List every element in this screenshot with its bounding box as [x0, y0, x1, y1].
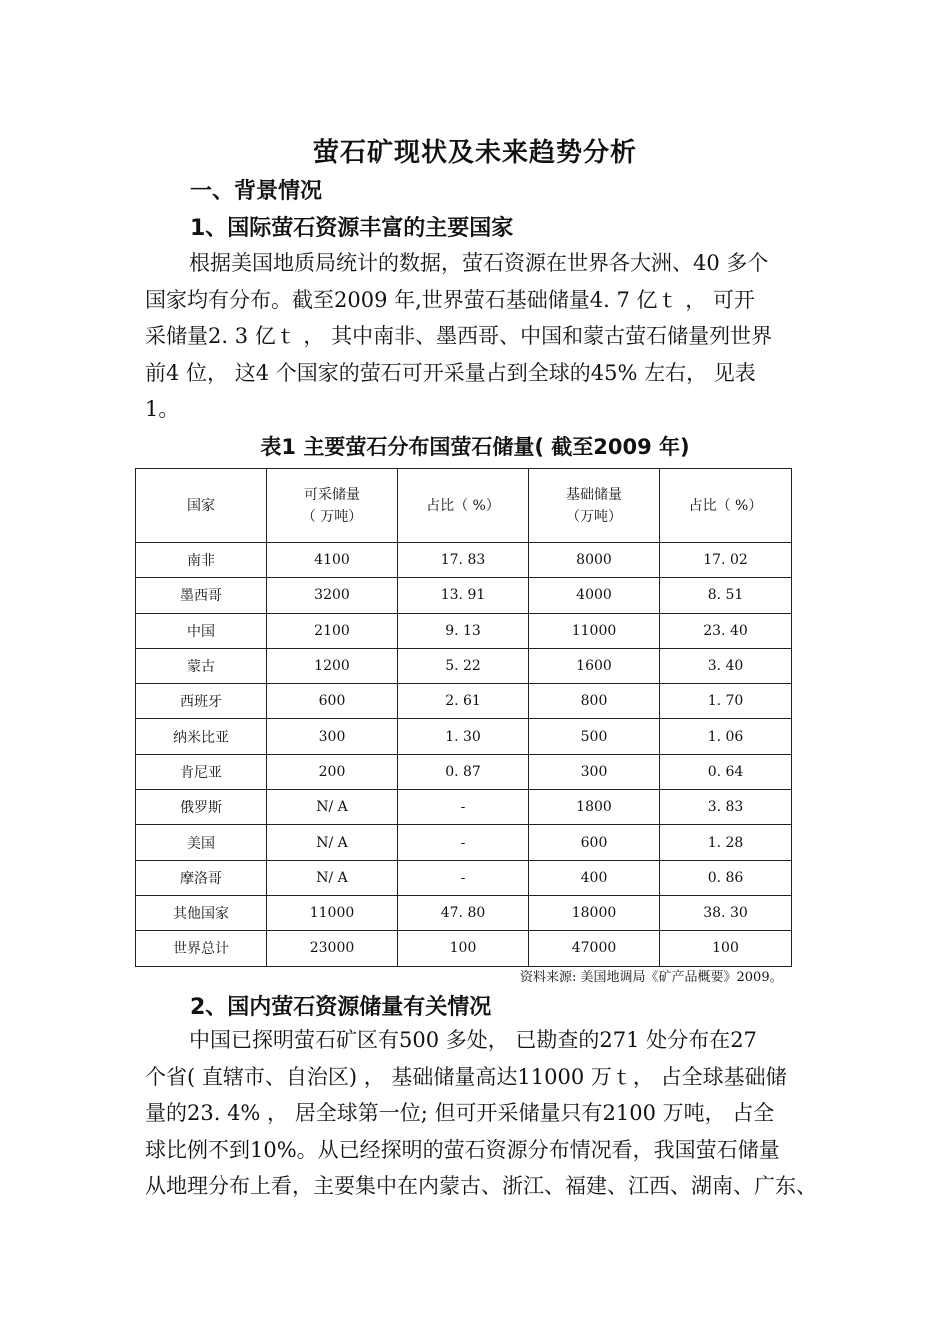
- cell-base-reserve: 18000: [529, 895, 660, 930]
- table-row: [136, 860, 792, 895]
- paragraph-line: 1。: [145, 397, 180, 421]
- cell-share-base: 1. 06: [660, 719, 792, 754]
- cell-share-base: 23. 40: [660, 613, 792, 648]
- cell-base-reserve: 800: [529, 684, 660, 719]
- cell-base-reserve: 47000: [529, 931, 660, 966]
- paragraph-line: 前4 位， 这4 个国家的萤石可开采量占到全球的45% 左右， 见表: [145, 360, 756, 385]
- table-header-row: [136, 469, 792, 543]
- paragraph-line: 国家均有分布。截至2009 年,世界萤石基础储量4. 7 亿ｔ ， 可开: [145, 287, 755, 312]
- cell-country: 俄罗斯: [136, 790, 267, 825]
- cell-base-reserve: 1600: [529, 648, 660, 683]
- cell-country: 摩洛哥: [136, 860, 267, 895]
- cell-share-base: 0. 64: [660, 754, 792, 789]
- header-share-base-text: 占比（ %）: [688, 497, 763, 514]
- header-country: [136, 469, 267, 543]
- table-row: [136, 684, 792, 719]
- paragraph-line: 量的23. 4% ， 居全球第一位; 但可开采储量只有2100 万吨， 占全: [145, 1101, 775, 1125]
- header-base-reserve: [529, 469, 660, 543]
- subheading-domestic: 2、国内萤石资源储量有关情况: [190, 995, 492, 1020]
- cell-base-reserve: 500: [529, 719, 660, 754]
- cell-recoverable: 300: [267, 719, 398, 754]
- header-share-recoverable: [398, 469, 529, 543]
- cell-share-recoverable: -: [398, 790, 529, 825]
- cell-share-base: 1. 28: [660, 825, 792, 860]
- cell-base-reserve: 400: [529, 860, 660, 895]
- table-row: [136, 543, 792, 578]
- header-recoverable-text: 可采储量 （ 万吨）: [301, 486, 363, 525]
- cell-recoverable: 23000: [267, 931, 398, 966]
- cell-base-reserve: 11000: [529, 613, 660, 648]
- cell-recoverable: 2100: [267, 613, 398, 648]
- cell-share-base: 17. 02: [660, 543, 792, 578]
- document-title: 萤石矿现状及未来趋势分析: [312, 138, 637, 168]
- cell-recoverable: N/ A: [267, 860, 398, 895]
- cell-recoverable: 1200: [267, 648, 398, 683]
- cell-share-recoverable: -: [398, 825, 529, 860]
- table-caption: 表1 主要萤石分布国萤石储量( 截至2009 年): [260, 435, 690, 459]
- paragraph-domestic: [145, 1022, 817, 1205]
- cell-recoverable: 4100: [267, 543, 398, 578]
- cell-share-recoverable: 0. 87: [398, 754, 529, 789]
- table-row: [136, 790, 792, 825]
- cell-country: 肯尼亚: [136, 754, 267, 789]
- cell-base-reserve: 4000: [529, 578, 660, 613]
- cell-share-recoverable: 47. 80: [398, 895, 529, 930]
- paragraph-line: 中国已探明萤石矿区有500 多处， 已勘查的271 处分布在27: [189, 1028, 757, 1052]
- header-country-text: 国家: [187, 497, 215, 514]
- cell-country: 纳米比亚: [136, 719, 267, 754]
- cell-share-recoverable: 2. 61: [398, 684, 529, 719]
- paragraph-line: 从地理分布上看，主要集中在内蒙古、浙江、福建、江西、湖南、广东、: [145, 1174, 817, 1198]
- paragraph-international: [145, 245, 807, 428]
- section-heading-background: 一、背景情况: [190, 179, 323, 204]
- cell-base-reserve: 1800: [529, 790, 660, 825]
- cell-share-base: 38. 30: [660, 895, 792, 930]
- cell-share-base: 3. 83: [660, 790, 792, 825]
- table-row: [136, 754, 792, 789]
- cell-recoverable: 11000: [267, 895, 398, 930]
- paragraph-line: 个省( 直辖市、自治区) ， 基础储量高达11000 万ｔ， 占全球基础储: [145, 1064, 787, 1089]
- table-row: [136, 719, 792, 754]
- paragraph-line: 根据美国地质局统计的数据，萤石资源在世界各大洲、40 多个: [189, 251, 769, 275]
- cell-recoverable: 3200: [267, 578, 398, 613]
- table-row: [136, 648, 792, 683]
- paragraph-line: 采储量2. 3 亿ｔ ， 其中南非、墨西哥、中国和蒙古萤石储量列世界: [145, 324, 773, 348]
- cell-share-base: 8. 51: [660, 578, 792, 613]
- cell-share-recoverable: -: [398, 860, 529, 895]
- cell-recoverable: 600: [267, 684, 398, 719]
- subheading-international: 1、国际萤石资源丰富的主要国家: [190, 216, 514, 241]
- table-row: [136, 931, 792, 966]
- cell-country: 其他国家: [136, 895, 267, 930]
- cell-share-recoverable: 17. 83: [398, 543, 529, 578]
- header-recoverable: [267, 469, 398, 543]
- cell-country: 蒙古: [136, 648, 267, 683]
- table-row: [136, 825, 792, 860]
- cell-share-base: 100: [660, 931, 792, 966]
- cell-share-recoverable: 5. 22: [398, 648, 529, 683]
- table-source-note: 资料来源: 美国地调局《矿产品概要》2009。: [520, 970, 783, 985]
- cell-share-base: 1. 70: [660, 684, 792, 719]
- cell-share-base: 0. 86: [660, 860, 792, 895]
- reserves-table: [135, 468, 792, 967]
- cell-country: 世界总计: [136, 931, 267, 966]
- cell-base-reserve: 8000: [529, 543, 660, 578]
- cell-country: 西班牙: [136, 684, 267, 719]
- cell-recoverable: N/ A: [267, 825, 398, 860]
- cell-base-reserve: 300: [529, 754, 660, 789]
- cell-recoverable: 200: [267, 754, 398, 789]
- cell-country: 中国: [136, 613, 267, 648]
- header-share-recoverable-text: 占比（ %）: [426, 497, 500, 514]
- cell-share-recoverable: 13. 91: [398, 578, 529, 613]
- table-row: [136, 895, 792, 930]
- table-row: [136, 578, 792, 613]
- table-row: [136, 613, 792, 648]
- cell-share-base: 3. 40: [660, 648, 792, 683]
- cell-recoverable: N/ A: [267, 790, 398, 825]
- cell-base-reserve: 600: [529, 825, 660, 860]
- paragraph-line: 球比例不到10%。从已经探明的萤石资源分布情况看，我国萤石储量: [145, 1137, 780, 1162]
- header-share-base: [660, 469, 792, 543]
- cell-country: 墨西哥: [136, 578, 267, 613]
- cell-country: 南非: [136, 543, 267, 578]
- cell-share-recoverable: 1. 30: [398, 719, 529, 754]
- cell-country: 美国: [136, 825, 267, 860]
- cell-share-recoverable: 9. 13: [398, 613, 529, 648]
- header-base-reserve-text: 基础储量 （万吨）: [566, 486, 622, 525]
- cell-share-recoverable: 100: [398, 931, 529, 966]
